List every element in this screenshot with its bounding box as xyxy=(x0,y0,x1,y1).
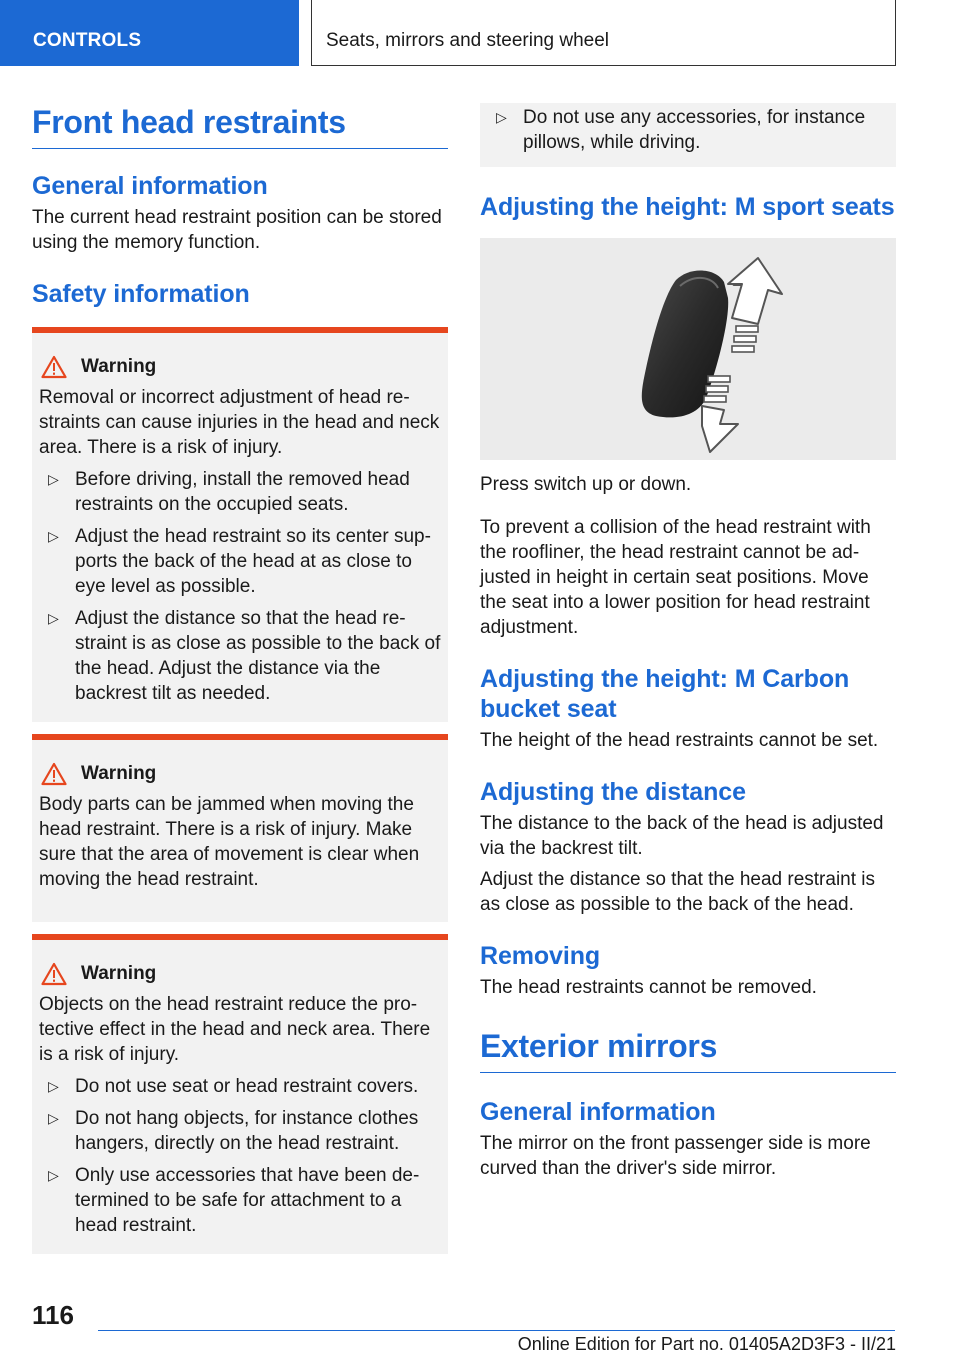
heading-adjusting-distance: Adjusting the distance xyxy=(480,778,746,806)
list-item: ▷ Do not hang objects, for instance clothes hangers, directly on the head restraint. xyxy=(48,1108,419,1154)
warning-text: Removal or incorrect adjustment of head restraints can cause injuries in the head and neck area. There is a risk of injury. xyxy=(39,387,440,458)
warning-label: Warning xyxy=(81,963,157,984)
triangle-bullet-icon: ▷ xyxy=(48,1110,59,1126)
distance-text-2: Adjust the distance so that the head restraint is as close as possible to the back of the head. xyxy=(480,869,876,915)
warning-triangle-icon xyxy=(41,762,71,786)
list-item: ▷ Do not use seat or head restraint covers. xyxy=(48,1076,419,1097)
warning-text: Objects on the head restraint reduce the protective effect in the head and neck area. There is a risk of injury. xyxy=(39,994,431,1065)
head-restraint-switch-illustration xyxy=(480,238,896,460)
section-title-exterior-mirrors: Exterior mirrors xyxy=(480,1024,896,1073)
list-item: ▷ Adjust the distance so that the head restraint is as close as possible to the back of the head. Adjust the distance via the backrest tilt as needed. xyxy=(48,608,441,704)
warning-label: Warning xyxy=(81,763,157,784)
warning-box xyxy=(32,934,448,1254)
mirrors-general-text: The mirror on the front passenger side is more curved than the driver's side mirror. xyxy=(480,1133,871,1179)
heading-adjusting-height-sport: Adjusting the height: M sport seats xyxy=(480,193,895,221)
sport-text-1: Press switch up or down. xyxy=(480,474,692,495)
list-item: ▷ Before driving, install the removed head restraints on the occupied seats. xyxy=(48,469,410,515)
heading-general-information: General information xyxy=(32,172,268,200)
footer-divider xyxy=(98,1330,895,1331)
head-restraint-switch-image xyxy=(480,238,896,460)
warning-header xyxy=(39,962,441,986)
heading-adjusting-height-carbon: Adjusting the height: M Carbon bucket seat xyxy=(480,665,850,723)
triangle-bullet-icon: ▷ xyxy=(48,528,59,544)
list-item: ▷ Adjust the head restraint so its center supports the back of the head at as close to eye level as possible. xyxy=(48,526,431,597)
triangle-bullet-icon: ▷ xyxy=(48,1078,59,1094)
distance-text-1: The distance to the back of the head is adjusted via the backrest tilt. xyxy=(480,813,884,859)
warning-bullet-list xyxy=(39,467,441,706)
warning-header xyxy=(39,355,441,379)
warning-bullet-list xyxy=(39,1074,441,1238)
left-column xyxy=(32,100,448,1254)
warning-box xyxy=(32,734,448,922)
warning-label: Warning xyxy=(81,356,157,377)
heading-safety-information: Safety information xyxy=(32,280,250,308)
heading-removing: Removing xyxy=(480,942,601,970)
header-chapter-label: Seats, mirrors and steering wheel xyxy=(326,30,610,51)
warning-text: Body parts can be jammed when moving the head restraint. There is a risk of injury. Make sure that the area of movement is clear when moving the head restraint. xyxy=(39,794,420,890)
triangle-bullet-icon: ▷ xyxy=(48,471,59,487)
triangle-bullet-icon: ▷ xyxy=(48,610,59,626)
footer-edition: Online Edition for Part no. 01405A2D3F3 - II/21 xyxy=(517,1334,896,1354)
header-chapter-tab xyxy=(311,0,896,66)
right-column xyxy=(480,103,896,1181)
warning-header xyxy=(39,762,441,786)
sport-text-2: To prevent a collision of the head restraint with the roofliner, the head restraint cannot be adjusted in height in certain seat positions. Move the seat into a lower position for head restraint adjustment. xyxy=(480,517,871,638)
warning-triangle-icon xyxy=(41,962,71,986)
list-item: ▷ Only use accessories that have been determined to be safe for attachment to a head restraint. xyxy=(48,1165,420,1236)
page-number: 116 xyxy=(32,1300,74,1330)
header-section-tab xyxy=(0,0,299,66)
continued-warning-box xyxy=(480,103,896,167)
warning-box xyxy=(32,327,448,722)
carbon-text: The height of the head restraints cannot be set. xyxy=(480,730,879,751)
warning-bullet-list xyxy=(487,105,889,155)
header-section-label: CONTROLS xyxy=(33,30,142,51)
general-information-text: The current head restraint position can be stored using the memory function. xyxy=(32,207,442,253)
section-title-head-restraints: Front head restraints xyxy=(32,100,448,149)
warning-triangle-icon xyxy=(41,355,71,379)
list-item: ▷ Do not use any accessories, for instance pillows, while driving. xyxy=(496,107,866,153)
removing-text: The head restraints cannot be removed. xyxy=(480,977,817,998)
triangle-bullet-icon: ▷ xyxy=(496,109,507,125)
heading-mirrors-general-information: General information xyxy=(480,1098,716,1126)
triangle-bullet-icon: ▷ xyxy=(48,1167,59,1183)
